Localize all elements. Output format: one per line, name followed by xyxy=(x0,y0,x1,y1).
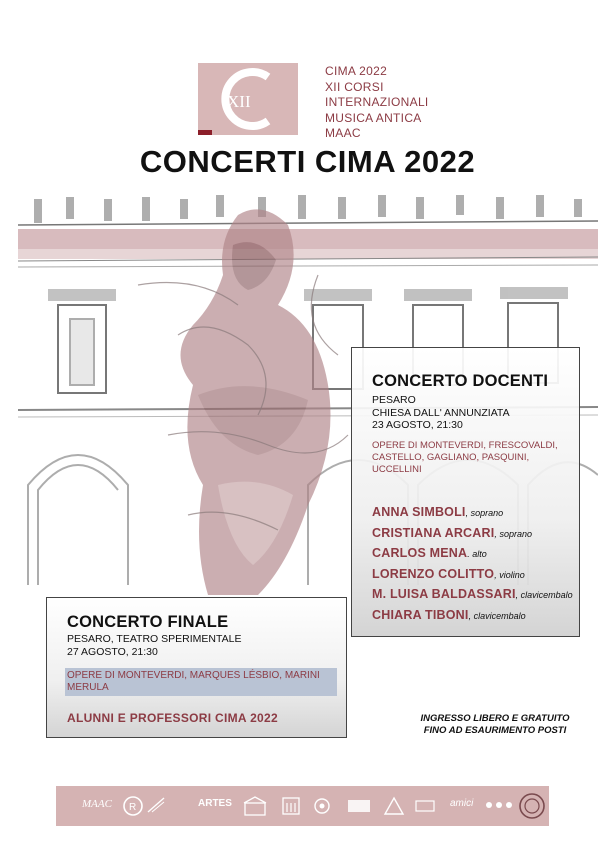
amici-logo: amici xyxy=(450,798,474,809)
performer-role: clavicembalo xyxy=(520,590,573,600)
performer-name: LORENZO COLITTO xyxy=(372,566,495,581)
seal-logo xyxy=(518,791,546,821)
artes-logo: ARTES xyxy=(198,798,232,809)
docenti-works: OPERE DI MONTEVERDI, FRESCOVALDI, CASTELLO, GAGLIANO, PASQUINI, UCCELLINI xyxy=(372,440,558,475)
finale-info xyxy=(67,633,241,658)
performer-item: ANNA SIMBOLI, soprano xyxy=(372,505,504,519)
admission-line: FINO AD ESAURIMENTO POSTI xyxy=(423,725,567,736)
performer-item: LORENZO COLITTO, violino xyxy=(372,566,525,581)
sponsor-bar xyxy=(56,786,549,826)
performer-role: soprano xyxy=(499,528,532,539)
logo-c-mark xyxy=(198,63,298,135)
finale-works: OPERE DI MONTEVERDI, MARQUES LÉSBIO, MARINI MERULA xyxy=(65,668,337,696)
cube-icon xyxy=(146,796,166,814)
logo-line: XII CORSI xyxy=(325,79,384,94)
docenti-performer-list xyxy=(372,503,573,626)
institution-logo xyxy=(280,795,302,817)
concerto-docenti-panel xyxy=(351,347,580,637)
docenti-city: PESARO xyxy=(372,394,416,406)
triangle-logo xyxy=(382,795,406,817)
admission-note xyxy=(400,713,590,737)
performer-item: M. LUISA BALDASSARI, clavicembalo xyxy=(372,587,573,601)
maac-logo: MAAC xyxy=(82,798,112,810)
performer-item: CARLOS MENA. alto xyxy=(372,546,487,560)
docenti-title: CONCERTO DOCENTI xyxy=(372,372,549,390)
finale-venue: PESARO, TEATRO SPERIMENTALE xyxy=(67,633,242,645)
logo-numeral: XII xyxy=(227,92,251,111)
docenti-date: 23 AGOSTO, 21:30 xyxy=(372,419,463,431)
logo-line: MUSICA ANTICA xyxy=(325,110,422,125)
docenti-info xyxy=(372,394,510,432)
performer-role: clavicembalo xyxy=(473,610,526,621)
svg-text:R: R xyxy=(129,802,137,813)
finale-performers: ALUNNI E PROFESSORI CIMA 2022 xyxy=(67,711,278,725)
admission-line: INGRESSO LIBERO E GRATUITO xyxy=(420,713,570,724)
finale-title: CONCERTO FINALE xyxy=(67,613,229,631)
r-emblem-logo xyxy=(122,795,144,817)
circle-logo xyxy=(312,796,332,816)
performer-item: CHIARA TIBONI, clavicembalo xyxy=(372,607,526,622)
logo-line: CIMA 2022 xyxy=(325,64,388,78)
logo-accent-bar xyxy=(198,130,212,135)
finale-date: 27 AGOSTO, 21:30 xyxy=(67,645,158,658)
performer-name: CRISTIANA ARCARI xyxy=(372,525,495,540)
logo-text xyxy=(325,64,429,142)
concerto-finale-panel xyxy=(46,597,347,738)
performer-name: M. LUISA BALDASSARI xyxy=(372,587,516,601)
page-title: CONCERTI CIMA 2022 xyxy=(139,144,476,179)
performer-name: CARLOS MENA xyxy=(372,546,468,560)
logo-line: MAAC xyxy=(325,126,361,140)
logo-line: INTERNAZIONALI xyxy=(325,95,429,109)
performer-name: CHIARA TIBONI xyxy=(372,607,469,622)
performer-item: CRISTIANA ARCARI, soprano xyxy=(372,525,532,540)
cima-logo xyxy=(198,63,298,135)
performer-role: violino xyxy=(499,569,525,580)
dots-logo xyxy=(414,797,436,815)
theatre-logo xyxy=(346,796,372,816)
performer-role: soprano xyxy=(470,508,504,518)
performer-name: ANNA SIMBOLI xyxy=(372,505,466,519)
performer-role: alto xyxy=(472,549,487,559)
small-mark-logo xyxy=(484,798,514,812)
docenti-venue: CHIESA DALL' ANNUNZIATA xyxy=(372,406,510,419)
building-icon xyxy=(242,795,268,817)
